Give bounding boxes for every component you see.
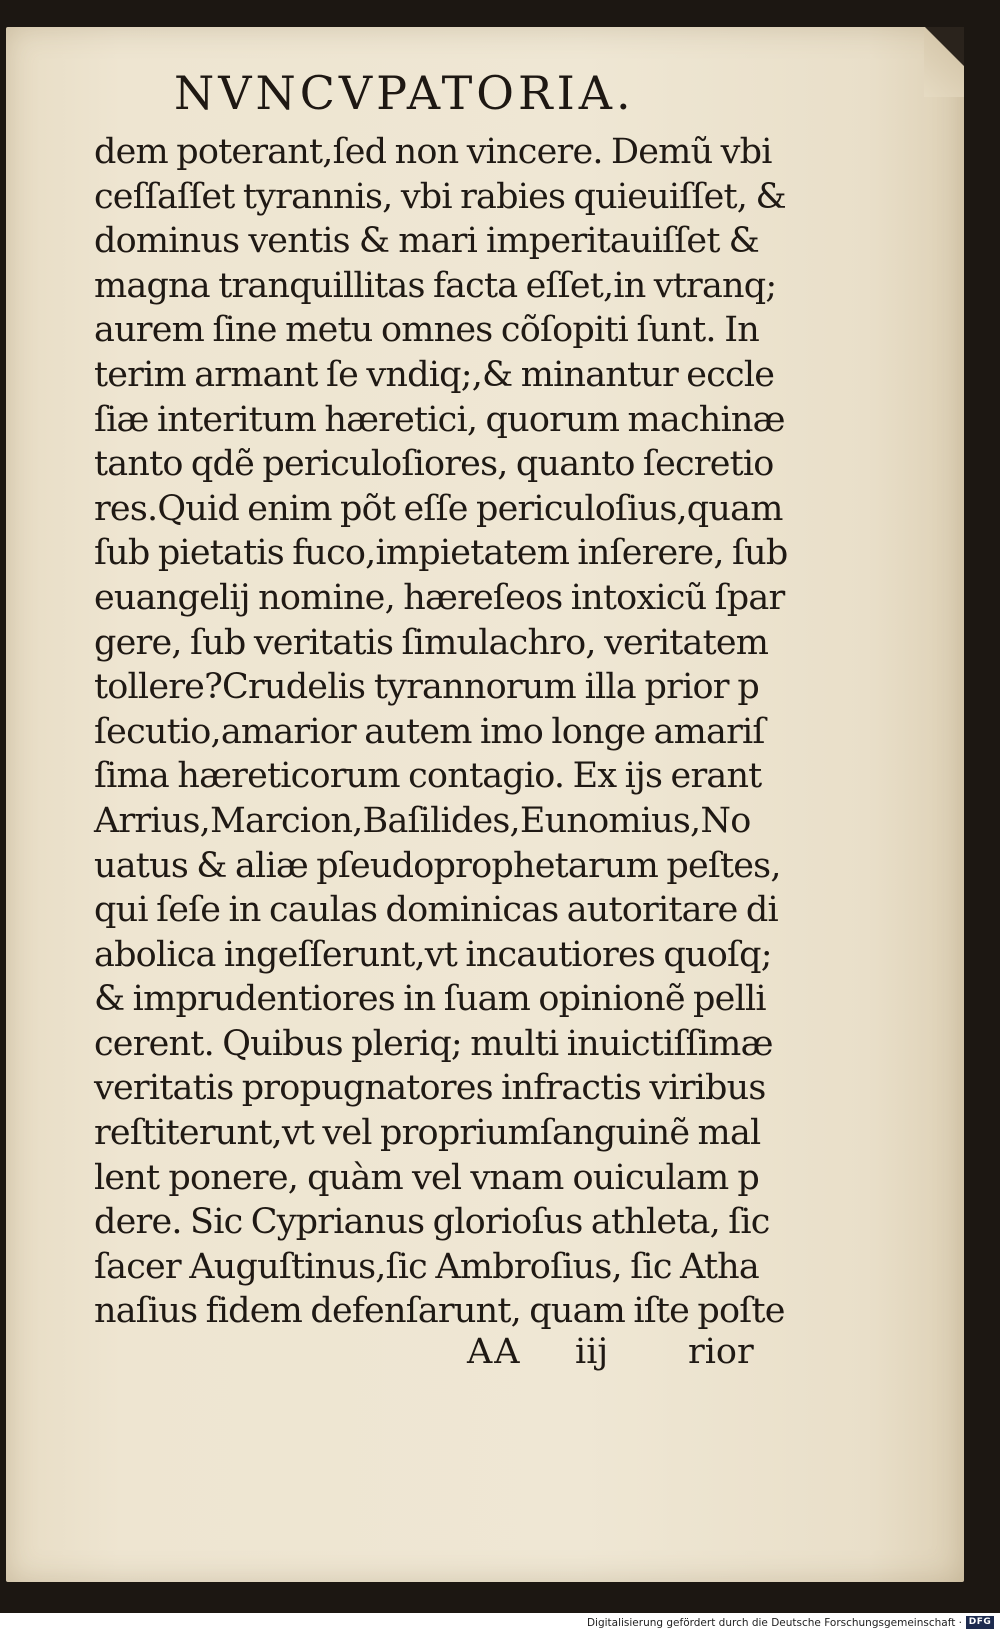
text-line: ſima hæreticorum contagio. Ex ijs erant	[94, 756, 762, 797]
text-line: ſecutio,amarior autem imo longe amariſ	[94, 711, 765, 752]
text-line: veritatis propugnatores infractis viribus	[94, 1068, 766, 1109]
catchword: rior	[688, 1332, 754, 1372]
text-line: res.Quid enim põt eſſe periculoſius,quam	[94, 488, 783, 529]
text-line: dere. Sic Cyprianus glorioſus athleta, ſic	[94, 1202, 770, 1243]
text-line: Arrius,Marcion,Baſilides,Eunomius,No	[94, 800, 751, 841]
digitization-credit: Digitalisierung gefördert durch die Deutsche Forschungsgemeinschaft ·	[586, 1617, 962, 1629]
text-line: abolica ingeſſerunt,vt incautiores quoſq;	[94, 934, 772, 975]
page-corner-fold	[924, 27, 964, 97]
text-line: reſtiterunt,vt vel propriumſanguinẽ mal	[94, 1113, 761, 1154]
text-line: tanto qdẽ periculoſiores, quanto ſecretio	[94, 444, 774, 485]
signature-mark: AA	[467, 1332, 522, 1372]
body-text	[94, 130, 788, 1334]
dfg-logo-icon: DFG	[966, 1616, 994, 1629]
text-line: & imprudentiores in ſuam opinionẽ pelli	[94, 979, 766, 1020]
text-line: qui ſeſe in caulas dominicas autoritare di	[94, 890, 778, 931]
text-line: magna tranquillitas facta eſſet,in vtranq;	[94, 265, 777, 306]
text-line: gere, ſub veritatis ſimulachro, veritatem	[94, 622, 769, 663]
text-line: dem poterant,ſed non vincere. Demũ vbi	[94, 132, 772, 172]
running-head: NVNCVPATORIA.	[174, 66, 635, 120]
text-line: aurem ſine metu omnes cõſopiti ſunt. In	[94, 310, 759, 351]
text-line: naſius fidem defenſarunt, quam iſte poſte	[94, 1291, 785, 1332]
text-line: cerent. Quibus pleriq; multi inuictiſſimæ	[94, 1023, 773, 1064]
text-line: euangelij nomine, hæreſeos intoxicũ ſpar	[94, 577, 785, 618]
text-line: ſiæ interitum hæretici, quorum machinæ	[94, 399, 785, 440]
text-line: uatus & aliæ pſeudoprophetarum peſtes,	[94, 845, 781, 886]
text-line: ſub pietatis fuco,impietatem inſerere, ſub	[94, 533, 788, 574]
text-line: ceſſaſſet tyrannis, vbi rabies quieuiſſet, &	[94, 176, 786, 217]
text-line: ſacer Auguſtinus,ſic Ambroſius, ſic Atha	[94, 1246, 759, 1287]
text-line: tollere?Crudelis tyrannorum illa prior p	[94, 667, 759, 708]
folio-number: iij	[575, 1332, 609, 1372]
text-line: lent ponere, quàm vel vnam ouiculam p	[94, 1157, 759, 1198]
text-line: dominus ventis & mari imperitauiſſet &	[94, 221, 759, 262]
text-line: terim armant ſe vndiq;,& minantur eccle	[94, 354, 775, 395]
